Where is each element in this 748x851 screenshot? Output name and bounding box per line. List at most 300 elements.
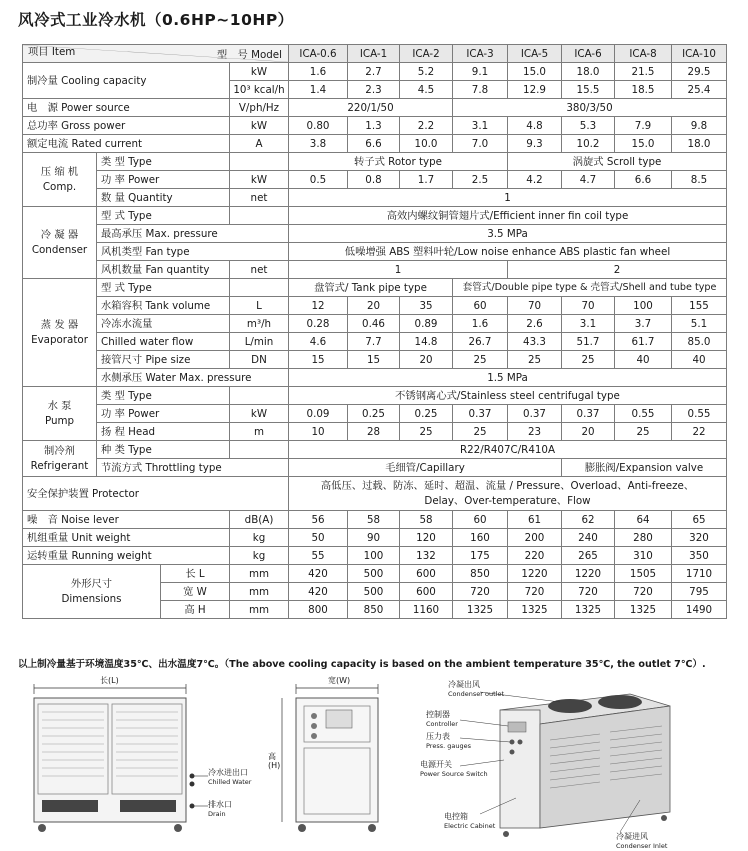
value-cell: 40 [672,351,727,369]
label-cn: 冷水进出口 [208,768,248,777]
value-cell: 1.7 [400,171,453,189]
value-cell: 0.28 [289,315,348,333]
table-row [23,405,727,423]
value-cell: 25 [400,423,453,441]
drain-label [208,800,232,819]
value-cell: 4.2 [508,171,562,189]
section-label-cn: 蒸 发 器 [40,318,79,331]
value-cell: 26.7 [453,333,508,351]
value-cell: 51.7 [562,333,615,351]
section-label-cn: 外形尺寸 [70,577,113,590]
value-cell: 265 [562,547,615,565]
label-en: Controller [426,720,458,728]
value-cell: 10 [289,423,348,441]
unit-cell [230,207,289,225]
front-view-illustration [22,680,230,840]
value-cell: 2.5 [453,171,508,189]
value-cell: 0.5 [289,171,348,189]
table-row [23,297,727,315]
row-label: 电 源 Power source [23,99,230,117]
section-label-dimensions [23,565,161,619]
table-row [23,63,727,81]
header-row [23,45,727,63]
value-cell: 12.9 [508,81,562,99]
value-cell: 2.6 [508,315,562,333]
value-cell: 380/3/50 [453,99,727,117]
value-cell: 1160 [400,601,453,619]
section-label-cn: 压 缩 机 [40,165,79,178]
label-en: Drain [208,810,226,818]
value-cell: 0.37 [508,405,562,423]
model-header-cell: ICA-6 [562,45,615,63]
value-cell: 1.6 [289,63,348,81]
value-cell: 15.5 [562,81,615,99]
unit-cell: kW [230,171,289,189]
value-cell: 65 [672,511,727,529]
value-cell: 56 [289,511,348,529]
value-cell: 55 [289,547,348,565]
value-cell: 0.25 [348,405,400,423]
value-cell: 0.25 [400,405,453,423]
value-cell: 不锈钢离心式/Stainless steel centrifugal type [289,387,727,405]
table-row [23,153,727,171]
table-row [23,99,727,117]
value-cell: 1325 [508,601,562,619]
value-cell: 1.5 MPa [289,369,727,387]
item-header: 项目 Item [28,46,76,58]
value-cell: 2.2 [400,117,453,135]
unit-cell: kW [230,117,289,135]
value-cell: 800 [289,601,348,619]
value-cell: 5.2 [400,63,453,81]
gauges-label [426,732,471,751]
value-cell: 膨胀阀/Expansion valve [562,459,727,477]
electric-cabinet-label [444,812,495,831]
label-cn: 控制器 [426,710,450,719]
value-cell: 85.0 [672,333,727,351]
row-label: 种 类 Type [97,441,230,459]
model-header-cell: ICA-0.6 [289,45,348,63]
section-label-cn: 水 泵 [47,399,72,412]
label-cn: 冷凝进风 [616,832,648,841]
value-cell: 盘管式/ Tank pipe type [289,279,453,297]
row-label: 冷冻水流量 [97,315,230,333]
value-cell: 132 [400,547,453,565]
unit-cell: 10³ kcal/h [230,81,289,99]
value-cell: 0.37 [453,405,508,423]
value-cell: 套管式/Double pipe type & 壳管式/Shell and tube type [453,279,727,297]
protector-line: 高低压、过载、防冻、延时、超温、流量 / Pressure、Overload、Anti-freeze、 [320,479,695,492]
width-label: 宽(W) [328,676,351,685]
chilled-water-label [208,768,251,787]
row-label: 型 式 Type [97,279,230,297]
value-cell: 600 [400,565,453,583]
value-cell: 8.5 [672,171,727,189]
dim-label: 宽 W [161,583,230,601]
value-cell: 18.5 [615,81,672,99]
value-cell: 850 [453,565,508,583]
unit-cell: mm [230,583,289,601]
row-label: 类 型 Type [97,153,230,171]
value-cell: 低噪增强 ABS 塑料叶轮/Low noise enhance ABS plastic fan wheel [289,243,727,261]
value-cell: 0.37 [562,405,615,423]
value-cell: 14.8 [400,333,453,351]
value-cell: 1490 [672,601,727,619]
unit-cell [230,441,289,459]
value-cell: 61 [508,511,562,529]
value-cell: 90 [348,529,400,547]
table-row [23,477,727,511]
row-label: 水箱容积 Tank volume [97,297,230,315]
value-cell: 9.1 [453,63,508,81]
unit-cell: L/min [230,333,289,351]
value-cell: 15 [289,351,348,369]
row-label: 型 式 Type [97,207,230,225]
dim-label: 长 L [161,565,230,583]
value-cell: 25 [508,351,562,369]
value-cell: 10.2 [562,135,615,153]
row-label: 功 率 Power [97,171,230,189]
height-label: 高(H) [268,752,281,770]
value-cell: 62 [562,511,615,529]
unit-cell: net [230,261,289,279]
label-en: Chilled Water [208,778,252,786]
value-cell: 4.6 [289,333,348,351]
value-cell: 7.0 [453,135,508,153]
value-cell: 3.1 [562,315,615,333]
value-cell: 100 [348,547,400,565]
model-header-cell: ICA-10 [672,45,727,63]
value-cell: 70 [562,297,615,315]
front-view-diagram [22,676,252,840]
label-cn: 冷凝出风 [448,680,480,689]
value-cell: 175 [453,547,508,565]
row-label: 风机数量 Fan quantity [97,261,230,279]
section-label-en: Pump [44,414,75,427]
model-header: 型 号 Model [216,49,282,61]
table-row [23,189,727,207]
row-label: 功 率 Power [97,405,230,423]
unit-cell: mm [230,601,289,619]
section-label-refrigerant [23,441,97,477]
section-label-en: Condenser [31,243,88,256]
value-cell: 850 [348,601,400,619]
table-row [23,279,727,297]
value-cell: 720 [615,583,672,601]
row-label: 节流方式 Throttling type [97,459,289,477]
value-cell: 7.9 [615,117,672,135]
value-cell: 220/1/50 [289,99,453,117]
value-cell: 160 [453,529,508,547]
spec-table [22,44,727,619]
value-cell: 58 [348,511,400,529]
section-label-en: Evaporator [31,333,88,346]
value-cell: 25 [615,423,672,441]
value-cell: 61.7 [615,333,672,351]
table-row [23,529,727,547]
value-cell: 高效内螺纹铜管翅片式/Efficient inner fin coil type [289,207,727,225]
value-cell: 1220 [562,565,615,583]
model-header-cell: ICA-2 [400,45,453,63]
label-cn: 电源开关 [420,760,452,769]
page-title: 风冷式工业冷水机（0.6HP~10HP） [18,11,294,29]
row-label: 数 量 Quantity [97,189,230,207]
value-cell: 2.7 [348,63,400,81]
unit-cell: L [230,297,289,315]
value-cell: 20 [400,351,453,369]
value-cell: 3.5 MPa [289,225,727,243]
row-label: 机组重量 Unit weight [23,529,230,547]
unit-cell [230,279,289,297]
table-row [23,351,727,369]
value-cell: 15.0 [508,63,562,81]
value-cell: 4.7 [562,171,615,189]
side-view-diagram [268,676,398,840]
model-header-cell: ICA-8 [615,45,672,63]
row-label: 扬 程 Head [97,423,230,441]
side-view-illustration [268,680,398,840]
row-label: 噪 音 Noise lever [23,511,230,529]
unit-cell: kg [230,529,289,547]
row-label: 总功率 Gross power [23,117,230,135]
section-label-en: Refrigerant [30,459,89,472]
value-cell: 25 [453,423,508,441]
value-cell: 10.0 [400,135,453,153]
model-header-cell: ICA-1 [348,45,400,63]
condenser-inlet-label [616,832,667,851]
value-cell: 18.0 [562,63,615,81]
protector-line: Delay、Over-temperature、Flow [424,494,591,507]
row-label: 风机类型 Fan type [97,243,289,261]
unit-cell: mm [230,565,289,583]
unit-cell: kW [230,405,289,423]
value-cell: 0.80 [289,117,348,135]
value-cell: 1325 [615,601,672,619]
value-cell [289,477,727,511]
dim-label: 高 H [161,601,230,619]
length-label: 长(L) [100,676,119,685]
value-cell: 21.5 [615,63,672,81]
value-cell: 1505 [615,565,672,583]
value-cell: 2.3 [348,81,400,99]
value-cell: 1.4 [289,81,348,99]
table-row [23,171,727,189]
table-row [23,315,727,333]
value-cell: 350 [672,547,727,565]
table-row [23,243,727,261]
value-cell: 310 [615,547,672,565]
table-row [23,441,727,459]
value-cell: 720 [562,583,615,601]
table-row [23,565,727,583]
value-cell: 0.46 [348,315,400,333]
value-cell: 0.55 [615,405,672,423]
unit-cell: dB(A) [230,511,289,529]
row-label: 额定电流 Rated current [23,135,230,153]
section-label-en: Comp. [42,180,77,193]
value-cell: 9.3 [508,135,562,153]
table-row [23,423,727,441]
table-row [23,135,727,153]
table-row [23,117,727,135]
value-cell: 0.55 [672,405,727,423]
unit-cell [230,387,289,405]
table-row [23,207,727,225]
label-en: Press. gauges [426,742,471,750]
table-row [23,369,727,387]
row-label: 水侧承压 Water Max. pressure [97,369,289,387]
label-en: Electric Cabinet [444,822,496,830]
value-cell: 毛细管/Capillary [289,459,562,477]
unit-cell: m³/h [230,315,289,333]
unit-cell: m [230,423,289,441]
value-cell: 4.8 [508,117,562,135]
label-en: Condenser outlet [448,690,505,698]
perspective-diagram [420,680,740,850]
value-cell: 240 [562,529,615,547]
value-cell: 795 [672,583,727,601]
label-cn: 排水口 [208,800,232,809]
section-label-condenser [23,207,97,279]
value-cell: 1.3 [348,117,400,135]
value-cell: 12 [289,297,348,315]
value-cell: 23 [508,423,562,441]
value-cell: 25 [562,351,615,369]
value-cell: 22 [672,423,727,441]
section-label-evaporator [23,279,97,387]
footnote: 以上制冷量基于环境温度35℃、出水温度7℃。（The above cooling capacity is based on the ambient temperature 35℃, the outlet 7℃）. [18,659,706,670]
value-cell: 420 [289,565,348,583]
value-cell: 25.4 [672,81,727,99]
value-cell: 1710 [672,565,727,583]
row-label: 最高承压 Max. pressure [97,225,289,243]
value-cell: 50 [289,529,348,547]
value-cell: 60 [453,297,508,315]
value-cell: 9.8 [672,117,727,135]
table-row [23,261,727,279]
value-cell: 600 [400,583,453,601]
value-cell: 1 [289,261,508,279]
value-cell: 29.5 [672,63,727,81]
table-row [23,511,727,529]
value-cell: 1325 [562,601,615,619]
value-cell: 0.09 [289,405,348,423]
unit-cell: kW [230,63,289,81]
condenser-outlet-label [448,680,504,699]
value-cell: 120 [400,529,453,547]
table-row [23,387,727,405]
value-cell: 200 [508,529,562,547]
table-row [23,225,727,243]
value-cell: 18.0 [672,135,727,153]
value-cell: 20 [562,423,615,441]
label-en: Condenser Inlet [616,842,668,850]
section-label-cn: 冷 凝 器 [40,228,79,241]
value-cell: 20 [348,297,400,315]
value-cell: 5.3 [562,117,615,135]
row-label: 安全保护装置 Protector [23,477,289,511]
value-cell: 1325 [453,601,508,619]
value-cell: 0.8 [348,171,400,189]
value-cell: R22/R407C/R410A [289,441,727,459]
value-cell: 7.7 [348,333,400,351]
value-cell: 3.1 [453,117,508,135]
value-cell: 720 [453,583,508,601]
value-cell: 420 [289,583,348,601]
value-cell: 1220 [508,565,562,583]
controller-label [426,710,458,729]
value-cell: 5.1 [672,315,727,333]
row-label: 制冷量 Cooling capacity [23,63,230,99]
value-cell: 58 [400,511,453,529]
value-cell: 70 [508,297,562,315]
table-row [23,459,727,477]
row-label: Chilled water flow [97,333,230,351]
row-label: 类 型 Type [97,387,230,405]
unit-cell: net [230,189,289,207]
value-cell: 100 [615,297,672,315]
value-cell: 35 [400,297,453,315]
value-cell: 500 [348,565,400,583]
value-cell: 0.89 [400,315,453,333]
value-cell: 涡旋式 Scroll type [508,153,727,171]
value-cell: 720 [508,583,562,601]
value-cell: 15 [348,351,400,369]
value-cell: 320 [672,529,727,547]
table-row [23,547,727,565]
label-cn: 电控箱 [444,812,468,821]
value-cell: 3.7 [615,315,672,333]
model-header-cell: ICA-3 [453,45,508,63]
value-cell: 转子式 Rotor type [289,153,508,171]
value-cell: 500 [348,583,400,601]
unit-cell: kg [230,547,289,565]
section-label-comp [23,153,97,207]
section-label-pump [23,387,97,441]
value-cell: 1.6 [453,315,508,333]
value-cell: 60 [453,511,508,529]
value-cell: 6.6 [615,171,672,189]
value-cell: 220 [508,547,562,565]
value-cell: 155 [672,297,727,315]
value-cell: 4.5 [400,81,453,99]
unit-cell: DN [230,351,289,369]
header-corner [23,45,289,63]
value-cell: 15.0 [615,135,672,153]
power-switch-label [420,760,488,779]
value-cell: 2 [508,261,727,279]
value-cell: 3.8 [289,135,348,153]
value-cell: 280 [615,529,672,547]
unit-cell: V/ph/Hz [230,99,289,117]
value-cell: 25 [453,351,508,369]
value-cell: 43.3 [508,333,562,351]
value-cell: 40 [615,351,672,369]
label-cn: 压力表 [426,732,450,741]
value-cell: 6.6 [348,135,400,153]
model-header-cell: ICA-5 [508,45,562,63]
label-en: Power Source Switch [420,770,488,778]
row-label: 运转重量 Running weight [23,547,230,565]
value-cell: 64 [615,511,672,529]
value-cell: 1 [289,189,727,207]
unit-cell: A [230,135,289,153]
table-row [23,333,727,351]
section-label-cn: 制冷剂 [44,444,75,457]
value-cell: 7.8 [453,81,508,99]
row-label: 接管尺寸 Pipe size [97,351,230,369]
unit-cell [230,153,289,171]
